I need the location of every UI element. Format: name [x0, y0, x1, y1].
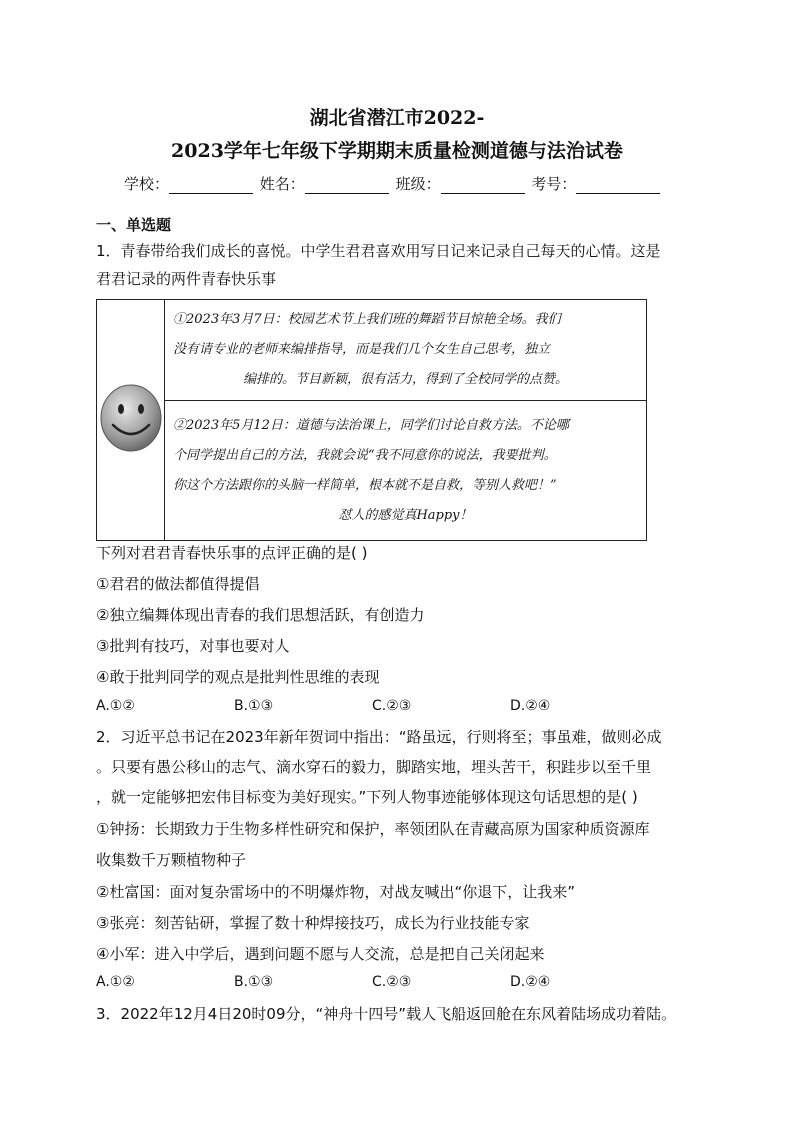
q1-option-b[interactable]: B.①③: [234, 698, 274, 714]
entry1-line2: 没有请专业的老师来编排指导，而是我们几个女生自己思考，独立: [173, 342, 551, 357]
q2-line2: 。只要有愚公移山的志气、滴水穿石的毅力，脚踏实地，埋头苦干，积跬步以至千里: [96, 758, 652, 776]
diary-entry-1: [165, 300, 647, 401]
q2-line1: 2．习近平总书记在2023年新年贺词中指出：“路虽远，行则将至；事虽难，做则必成: [96, 728, 662, 746]
q1-line1: 1．青春带给我们成长的喜悦。中学生君君喜欢用写日记来记录自己每天的心情。这是: [96, 242, 661, 260]
entry2-line3: 你这个方法跟你的头脑一样简单，根本就不是自救，等别人救吧！”: [173, 477, 557, 493]
exam-title-line2: 2023学年七年级下学期期末质量检测道德与法治试卷: [171, 140, 623, 162]
q2-option-a[interactable]: A.①②: [96, 974, 135, 990]
q1-statement-4: ④敢于批判同学的观点是批判性思维的表现: [96, 668, 380, 686]
q2-statement-1b: 收集数千万颗植物种子: [96, 851, 247, 869]
q2-option-d[interactable]: D.②④: [510, 974, 551, 990]
diary-table: [96, 299, 647, 541]
entry2-line4: 怼人的感觉真Happy！: [338, 507, 473, 523]
entry1-line3: 编排的。节目新颖，很有活力，得到了全校同学的点赞。: [242, 372, 568, 387]
entry1-line1: ①2023年3月7日：校园艺术节上我们班的舞蹈节目惊艳全场。我们: [173, 312, 561, 327]
exam-title-line1: 湖北省潜江市2022-: [309, 107, 485, 129]
q1-options: [96, 698, 696, 718]
q2-statement-3: ③张亮：刻苦钻研，掌握了数十种焊接技巧，成长为行业技能专家: [96, 914, 530, 932]
q3-line1: 3．2022年12月4日20时09分，“神舟十四号”载人飞船返回舱在东风着陆场成功着陆。: [96, 1005, 677, 1023]
q2-statement-4: ④小军：进入中学后，遇到问题不愿与人交流，总是把自己关闭起来: [96, 945, 545, 963]
exam-no-blank[interactable]: [576, 193, 660, 194]
q1-statement-3: ③批判有技巧，对事也要对人: [96, 637, 290, 655]
q2-option-c[interactable]: C.②③: [372, 974, 412, 990]
exam-no-label: 考号：: [531, 175, 577, 193]
q1-option-a[interactable]: A.①②: [96, 698, 135, 714]
class-label: 班级：: [395, 175, 441, 193]
q2-options: [96, 974, 696, 994]
q1-line2: 君君记录的两件青春快乐事: [96, 270, 277, 288]
name-label: 姓名：: [259, 175, 305, 193]
q2-line3: ，就一定能够把宏伟目标变为美好现实。”下列人物事迹能够体现这句话思想的是( ): [96, 788, 638, 806]
name-blank[interactable]: [305, 193, 389, 194]
section-heading: 一、单选题: [96, 216, 172, 234]
q2-statement-2: ②杜富国：面对复杂雷场中的不明爆炸物，对战友喊出“你退下，让我来”: [96, 883, 575, 901]
q1-option-c[interactable]: C.②③: [372, 698, 412, 714]
entry2-line2: 个同学提出自己的方法，我就会说“我不同意你的说法，我要批判。: [173, 447, 557, 463]
smiley-face-icon: [99, 383, 163, 453]
q2-option-b[interactable]: B.①③: [234, 974, 274, 990]
school-label: 学校：: [124, 175, 170, 193]
q1-statement-1: ①君君的做法都值得提倡: [96, 575, 260, 593]
entry2-line1: ②2023年5月12日：道德与法治课上，同学们讨论自救方法。不论哪: [173, 417, 569, 433]
q1-option-d[interactable]: D.②④: [510, 698, 551, 714]
class-blank[interactable]: [441, 193, 525, 194]
q1-stem: 下列对君君青春快乐事的点评正确的是( ): [96, 544, 368, 562]
school-blank[interactable]: [169, 193, 253, 194]
diary-entry-2: [165, 401, 647, 541]
smiley-cell: [97, 300, 165, 541]
q2-statement-1a: ①钟扬：长期致力于生物多样性研究和保护，率领团队在青藏高原为国家种质资源库: [96, 820, 650, 838]
student-info-line: [124, 173, 662, 194]
q1-statement-2: ②独立编舞体现出青春的我们思想活跃，有创造力: [96, 606, 425, 624]
